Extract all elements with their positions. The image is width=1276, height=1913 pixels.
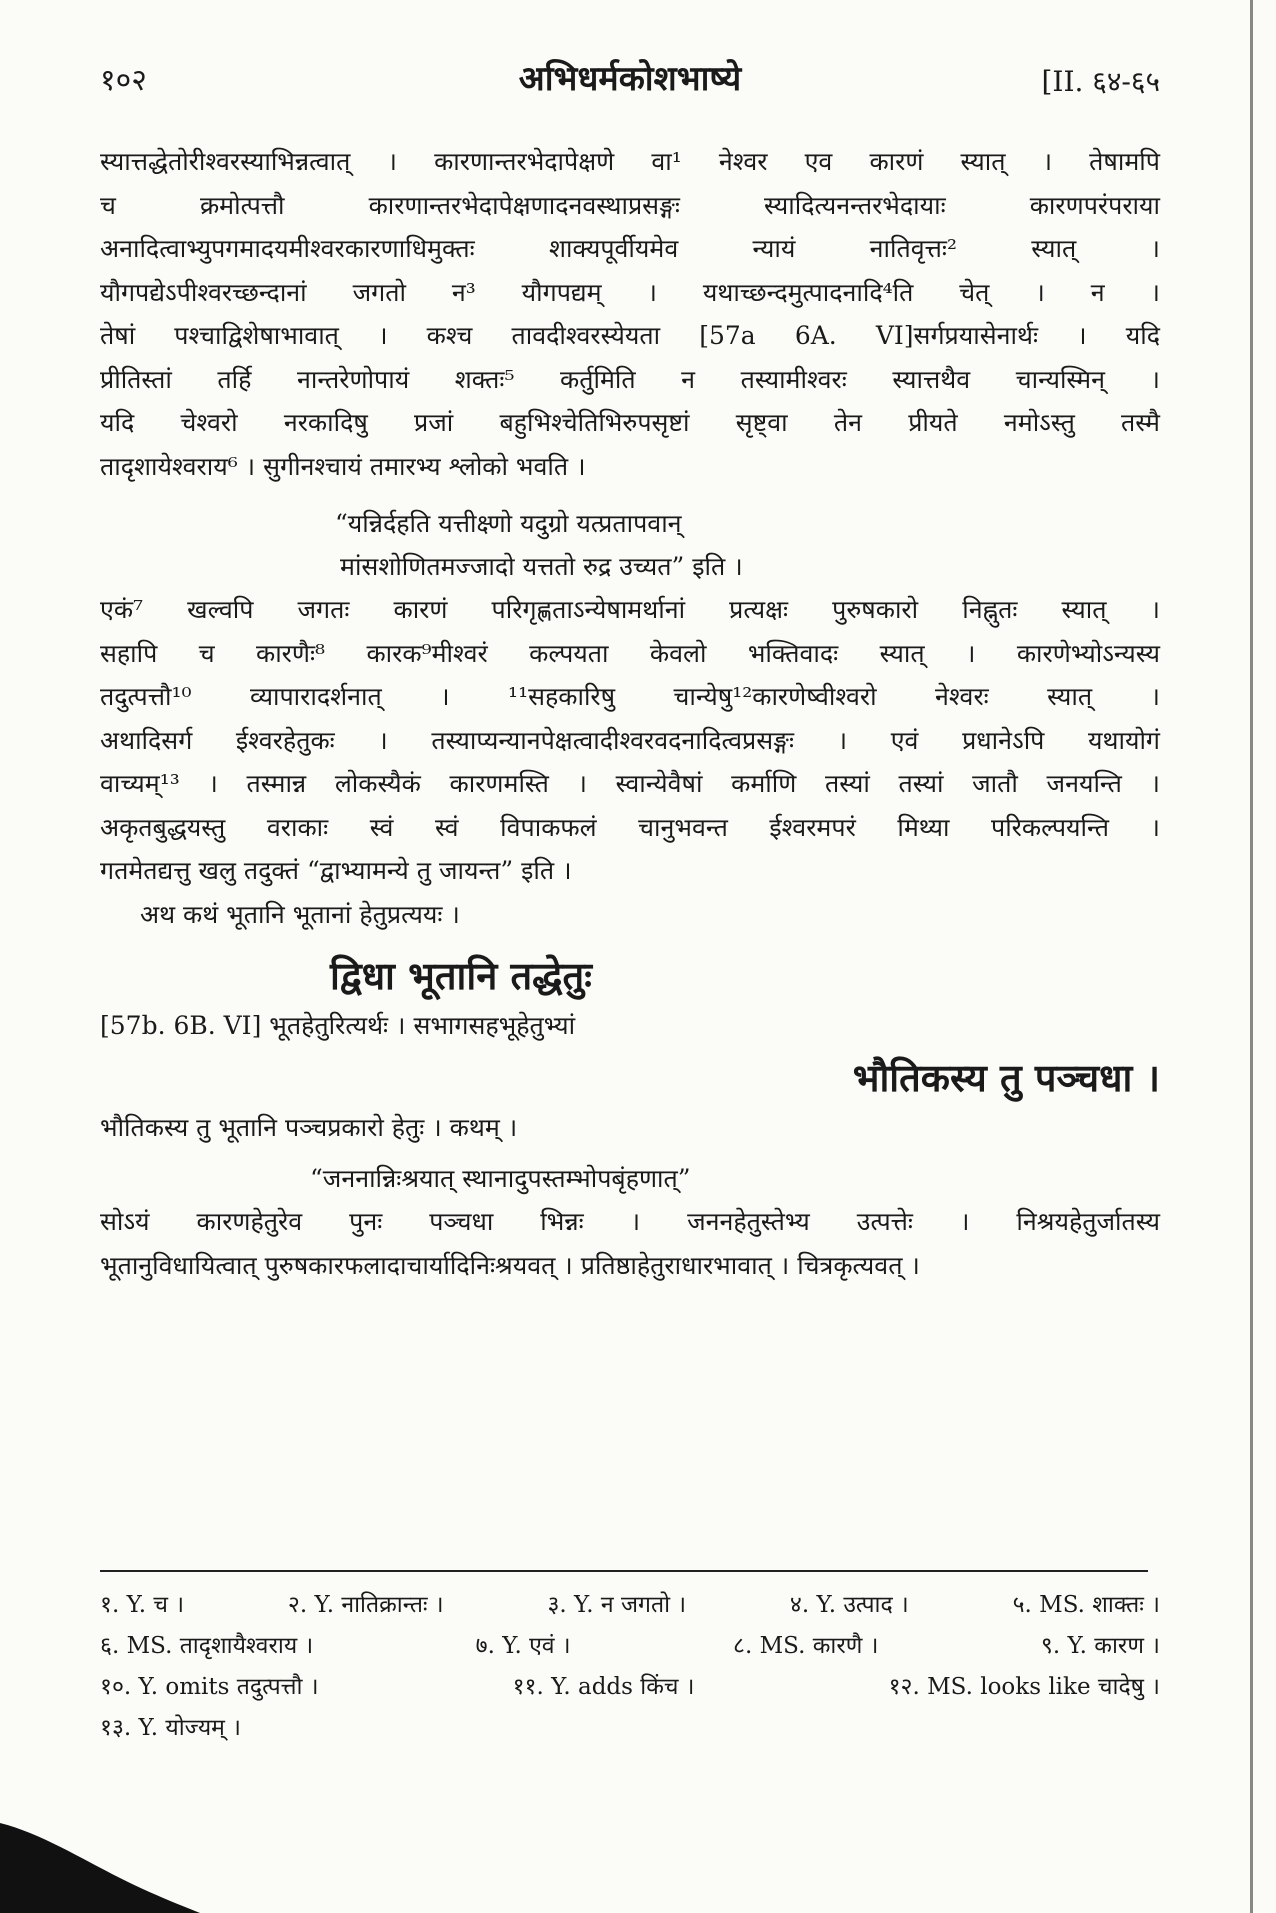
main-text [100, 140, 1160, 1287]
running-title: अभिधर्मकोशभाष्ये [518, 59, 742, 99]
footnote: ५. MS. शाक्तः । [1012, 1592, 1160, 1618]
footnote: १३. Y. योज्यम् । [100, 1715, 241, 1741]
quote-line: “जननान्निःश्रयात् स्थानादुपस्तम्भोपबृंहणात्” [310, 1164, 691, 1193]
verse-line: मांसशोणितमज्जादो यत्ततो रुद्र उच्यत” इति । [340, 552, 743, 581]
footnote: ४. Y. उत्पाद । [789, 1592, 909, 1618]
text-line: अकृतबुद्धयस्तु वराकाः स्वं स्वं विपाकफलं चानुभवन्त ईश्वरमपरं मिथ्या परिकल्पयन्ति । [100, 812, 1160, 842]
section-reference: [II. ६४-६५ [1041, 65, 1160, 98]
text-line: प्रीतिस्तां तर्हि नान्तरेणोपायं शक्तः⁵ कर्तुमिति न तस्यामीश्वरः स्यात्तथैव चान्यस्मिन् । [100, 364, 1160, 394]
text-line: अनादित्वाभ्युपगमादयमीश्वरकारणाधिमुक्तः शाक्यपूर्वीयमेव न्यायं नातिवृत्तः² स्यात् । [100, 234, 1160, 263]
footnote: १२. MS. looks like चादेषु । [888, 1674, 1160, 1700]
page-number: १०२ [100, 63, 147, 98]
text-line: स्यात्तद्धेतोरीश्वरस्याभिन्नत्वात् । कारणान्तरभेदापेक्षणे वा¹ नेश्वर एव कारणं स्यात् । तेषामपि [100, 147, 1160, 176]
text-line: च क्रमोत्पत्तौ कारणान्तरभेदापेक्षणादनवस्थाप्रसङ्गः स्यादित्यनन्तरभेदायाः कारणपरंपराया [100, 190, 1160, 220]
footnote-row [100, 1708, 1160, 1749]
page-header [100, 50, 1160, 110]
text-line: अथादिसर्ग ईश्वरहेतुकः । तस्याप्यन्यानपेक्षत्वादीश्वरवदनादित्वप्रसङ्गः । एवं प्रधानेऽपि यथायोगं [100, 725, 1160, 755]
footnote: १०. Y. omits तदुत्पत्तौ । [100, 1674, 319, 1700]
text-line: वाच्यम्¹³ । तस्मान्न लोकस्यैकं कारणमस्ति । स्वान्येवैषां कर्माणि तस्यां तस्यां जातौ जनयन्ति । [100, 769, 1160, 798]
footnote-row [100, 1667, 1160, 1708]
footnote-row [100, 1585, 1160, 1626]
footnote-row [100, 1626, 1160, 1667]
text-line: यदि चेश्वरो नरकादिषु प्रजां बहुभिश्चेतिभिरुपसृष्टां सृष्ट्वा तेन प्रीयते नमोऽस्तु तस्मै [100, 408, 1160, 437]
text-line: सोऽयं कारणहेतुरेव पुनः पञ्चधा भिन्नः । जननहेतुस्तेभ्य उत्पत्तेः । निश्रयहेतुर्जातस्य [100, 1207, 1160, 1236]
verse-line: “यन्निर्दहति यत्तीक्ष्णो यदुग्रो यत्प्रतापवान् [335, 509, 682, 538]
text-line: भौतिकस्य तु भूतानि पञ्चप्रकारो हेतुः । कथम् । [100, 1112, 518, 1142]
text-line: अथ कथं भूतानि भूतानां हेतुप्रत्ययः । [140, 899, 460, 929]
karika-heading: भौतिकस्य तु पञ्चधा । [852, 1054, 1160, 1100]
footnote: ७. Y. एवं । [475, 1633, 571, 1659]
footnote: ९. Y. कारण । [1040, 1633, 1160, 1659]
text-line: तदुत्पत्तौ¹⁰ व्यापारादर्शनात् । ¹¹सहकारिषु चान्येषु¹²कारणेष्वीश्वरो नेश्वरः स्यात् । [100, 682, 1160, 711]
text-line: यौगपद्येऽपीश्वरच्छन्दानां जगतो न³ यौगपद्यम् । यथाच्छन्दमुत्पादनादि⁴ति चेत् । न । [100, 277, 1160, 307]
footnote-divider [100, 1570, 1148, 1572]
text-line: गतमेतद्यत्तु खलु तदुक्तं “द्वाभ्यामन्ये तु जायन्त” इति । [100, 856, 572, 885]
karika-heading: द्विधा भूतानि तद्धेतुः [330, 953, 592, 998]
footnote: ८. MS. कारणै । [733, 1633, 879, 1659]
scan-edge-line [1250, 0, 1253, 1913]
footnote: २. Y. नातिक्रान्तः । [287, 1592, 444, 1618]
scan-shadow-blot [0, 1803, 200, 1913]
footnotes [100, 1585, 1160, 1749]
footnote: ११. Y. adds किंच । [512, 1674, 695, 1700]
text-line: तेषां पश्चाद्विशेषाभावात् । कश्च तावदीश्वरस्येयता [57a 6A. VI]सर्गप्रयासेनार्थः । यदि [100, 321, 1160, 350]
text-line: सहापि च कारणैः⁸ कारक⁹मीश्वरं कल्पयता केवलो भक्तिवादः स्यात् । कारणेभ्योऽन्यस्य [100, 638, 1160, 668]
footnote: ३. Y. न जगतो । [547, 1592, 687, 1618]
text-line: [57b. 6B. VI] भूतहेतुरित्यर्थः । सभागसहभूहेतुभ्यां [100, 1011, 576, 1040]
text-line: भूतानुविधायित्वात् पुरुषकारफलादाचार्यादिनिःश्रयवत् । प्रतिष्ठाहेतुराधारभावात् । चित्रकृत्यवत् । [100, 1250, 920, 1280]
text-line: एकं⁷ खल्वपि जगतः कारणं परिगृह्णताऽन्येषामर्थानां प्रत्यक्षः पुरुषकारो निह्नुतः स्यात् । [100, 595, 1160, 624]
footnote: ६. MS. तादृशायैश्वराय । [100, 1633, 314, 1659]
text-line: तादृशायेश्वराय⁶ । सुगीनश्चायं तमारभ्य श्लोको भवति । [100, 451, 586, 481]
footnote: १. Y. च । [100, 1592, 185, 1618]
